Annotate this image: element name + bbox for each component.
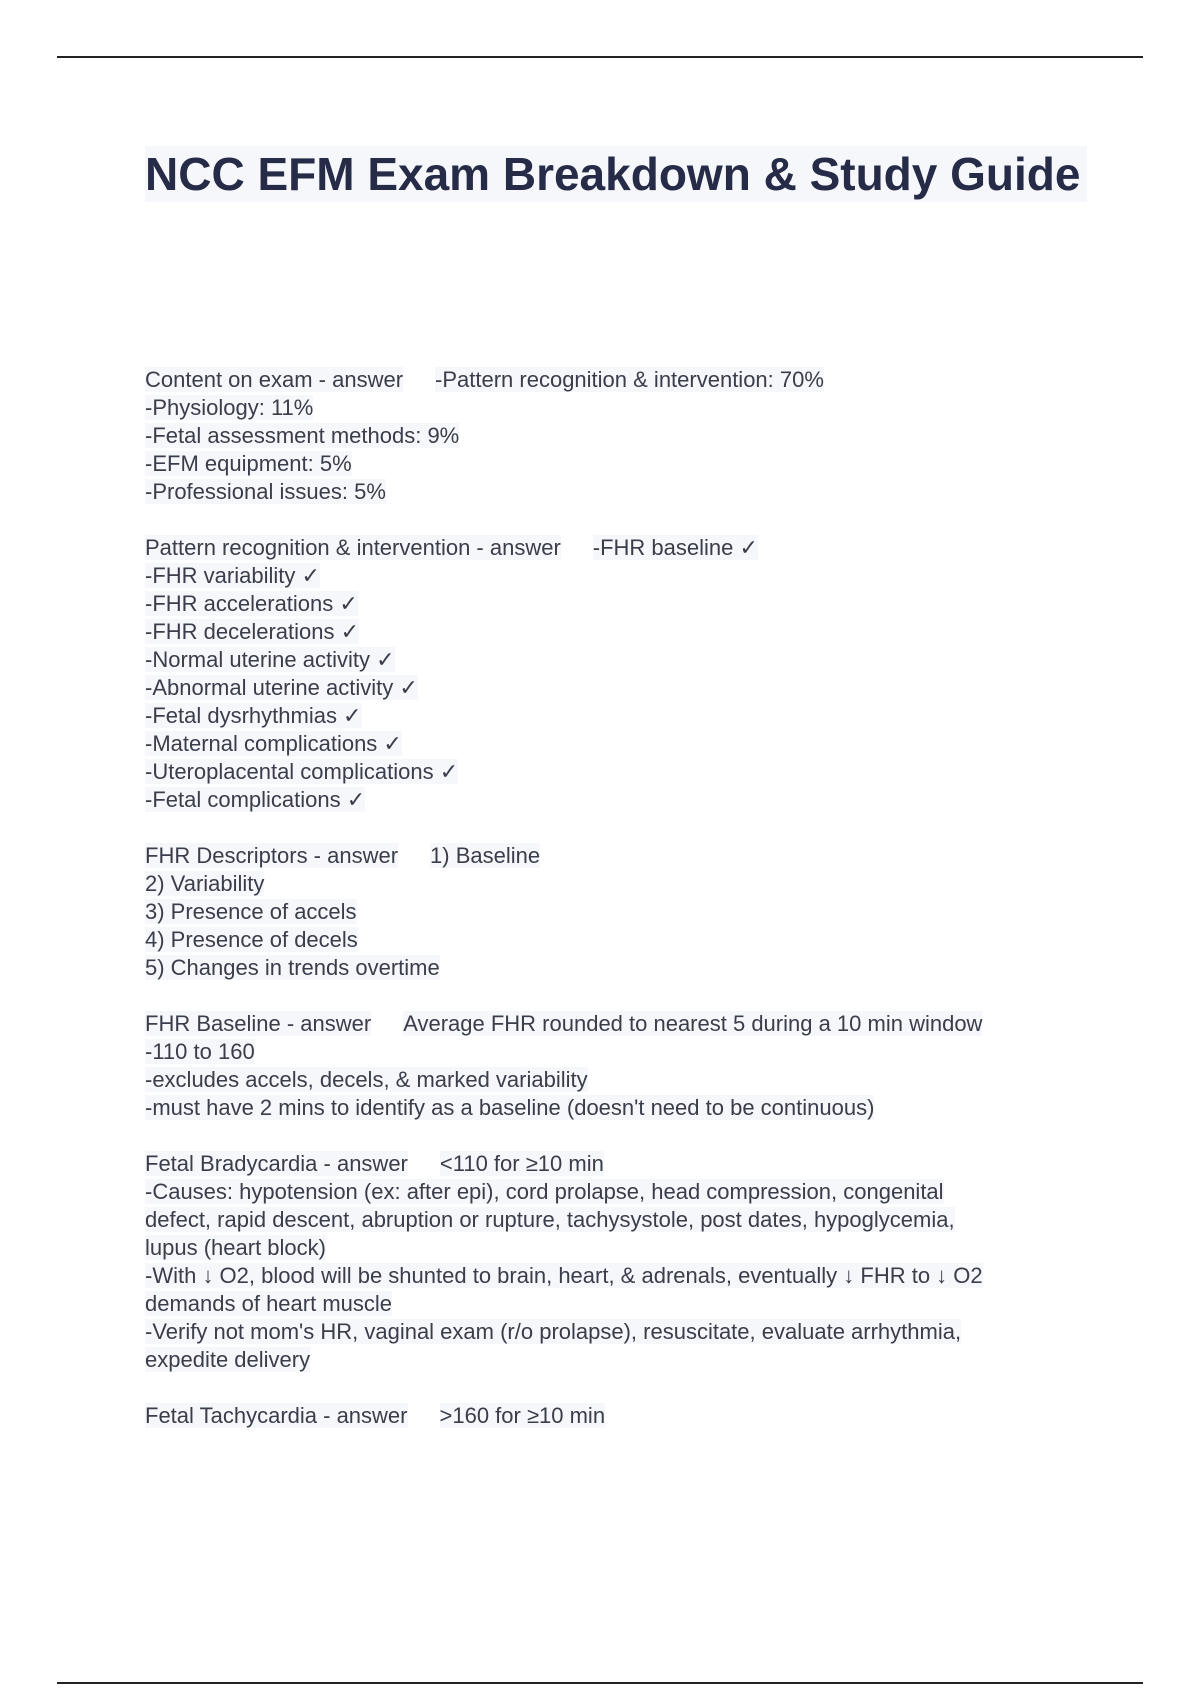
answer-line: >160 for ≥10 min xyxy=(439,1403,606,1428)
flashcard xyxy=(145,1402,1095,1430)
flashcard xyxy=(145,842,1095,982)
answer-line: -Uteroplacental complications ✓ xyxy=(145,759,459,784)
answer-line: -FHR variability ✓ xyxy=(145,563,320,588)
answer-line: 4) Presence of decels xyxy=(145,927,358,952)
question-text: Fetal Bradycardia - answer xyxy=(145,1151,408,1176)
bottom-divider xyxy=(57,1682,1143,1684)
question-text: FHR Baseline - answer xyxy=(145,1011,372,1036)
answer-line: -FHR decelerations ✓ xyxy=(145,619,360,644)
flashcard xyxy=(145,534,1095,814)
answer-line: -FHR baseline ✓ xyxy=(592,535,758,560)
answer-line: -Pattern recognition & intervention: 70% xyxy=(435,367,824,392)
answer-line: -Fetal dysrhythmias ✓ xyxy=(145,703,362,728)
answer-line: 3) Presence of accels xyxy=(145,899,357,924)
answer-line: -must have 2 mins to identify as a baseline (doesn't need to be continuous) xyxy=(145,1095,875,1120)
flashcard xyxy=(145,1010,1095,1122)
answer-line: 2) Variability xyxy=(145,871,265,896)
answer-line: Average FHR rounded to nearest 5 during a 10 min window xyxy=(403,1011,983,1036)
answer-line: -Maternal complications ✓ xyxy=(145,731,402,756)
answer-line: -Physiology: 11% xyxy=(145,395,314,420)
page-title: NCC EFM Exam Breakdown & Study Guide xyxy=(145,146,1087,202)
answer-line: -Causes: hypotension (ex: after epi), cord prolapse, head compression, congenital xyxy=(145,1179,944,1204)
answer-line: -Abnormal uterine activity ✓ xyxy=(145,675,418,700)
answer-line: demands of heart muscle xyxy=(145,1291,393,1316)
answer-line: -Fetal complications ✓ xyxy=(145,787,366,812)
answer-line: -Verify not mom's HR, vaginal exam (r/o prolapse), resuscitate, evaluate arrhythmia, xyxy=(145,1319,962,1344)
question-text: Content on exam - answer xyxy=(145,367,404,392)
answer-line: -Fetal assessment methods: 9% xyxy=(145,423,460,448)
top-divider xyxy=(57,56,1143,58)
question-text: Pattern recognition & intervention - answer xyxy=(145,535,561,560)
answer-line: lupus (heart block) xyxy=(145,1235,326,1260)
answer-line: -excludes accels, decels, & marked variability xyxy=(145,1067,588,1092)
answer-line: -FHR accelerations ✓ xyxy=(145,591,358,616)
question-text: Fetal Tachycardia - answer xyxy=(145,1403,408,1428)
answer-line: -Normal uterine activity ✓ xyxy=(145,647,395,672)
flashcard xyxy=(145,1150,1095,1374)
answer-line: expedite delivery xyxy=(145,1347,311,1372)
question-text: FHR Descriptors - answer xyxy=(145,843,399,868)
answer-line: -Professional issues: 5% xyxy=(145,479,386,504)
answer-line: 5) Changes in trends overtime xyxy=(145,955,440,980)
answer-line: -With ↓ O2, blood will be shunted to brain, heart, & adrenals, eventually ↓ FHR to ↓ O2 xyxy=(145,1263,983,1288)
answer-line: <110 for ≥10 min xyxy=(439,1151,604,1176)
answer-line: 1) Baseline xyxy=(430,843,541,868)
flashcard xyxy=(145,366,1095,506)
flashcard-list xyxy=(145,366,1095,1458)
answer-line: defect, rapid descent, abruption or rupture, tachysystole, post dates, hypoglycemia, xyxy=(145,1207,955,1232)
answer-line: -EFM equipment: 5% xyxy=(145,451,352,476)
answer-line: -110 to 160 xyxy=(145,1039,255,1064)
